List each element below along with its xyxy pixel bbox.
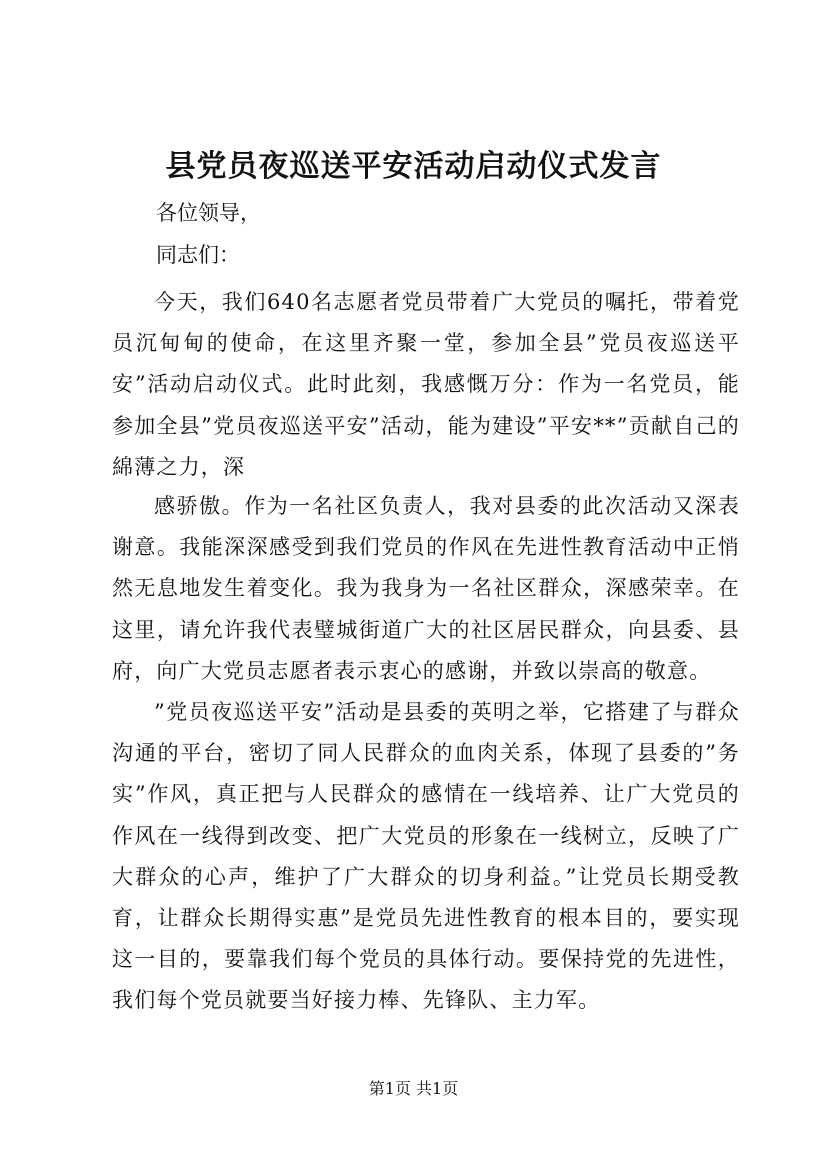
paragraph-1: 今天，我们640名志愿者党员带着广大党员的嘱托，带着党员沉甸甸的使命，在这里齐聚一堂，参加全县”党员夜巡送平安”活动启动仪式。此时此刻，我感慨万分：作为一名党员，能参加全县”党员夜巡送平安”活动，能为建设”平安**”贡献自己的綿薄之力，深 <box>112 290 740 479</box>
salutation-leaders: 各位领导， <box>156 201 261 225</box>
salutation-comrades: 同志们： <box>156 243 240 267</box>
page-footer: 第1页 共1页 <box>368 1079 459 1098</box>
paragraph-2: 感骄傲。作为一名社区负责人，我对县委的此次活动又深表谢意。我能深深感受到我们党员的作风在先进性教育活动中正悄然无息地发生着变化。我为我身为一名社区群众，深感荣幸。在这里，请允许我代表璧城街道广大的社区居民群众，向县委、县府，向广大党员志愿者表示衷心的感谢，并致以崇高的敬意。 <box>112 494 740 683</box>
page-title: 县党员夜巡送平安活动启动仪式发言 <box>165 149 662 184</box>
paragraph-3: ”党员夜巡送平安”活动是县委的英明之举，它搭建了与群众沟通的平台，密切了同人民群众的血肉关系，体现了县委的”务实”作风，真正把与人民群众的感情在一线培养、让广大党员的作风在一线得到改变、把广大党员的形象在一线树立，反映了广大群众的心声，维护了广大群众的切身利益。”让党员长期受教育，让群众长期得实惠”是党员先进性教育的根本目的，要实现这一目的，要靠我们每个党员的具体行动。要保持党的先进性，我们每个党员就要当好接力棒、先锋队、主力军。 <box>112 700 740 1013</box>
